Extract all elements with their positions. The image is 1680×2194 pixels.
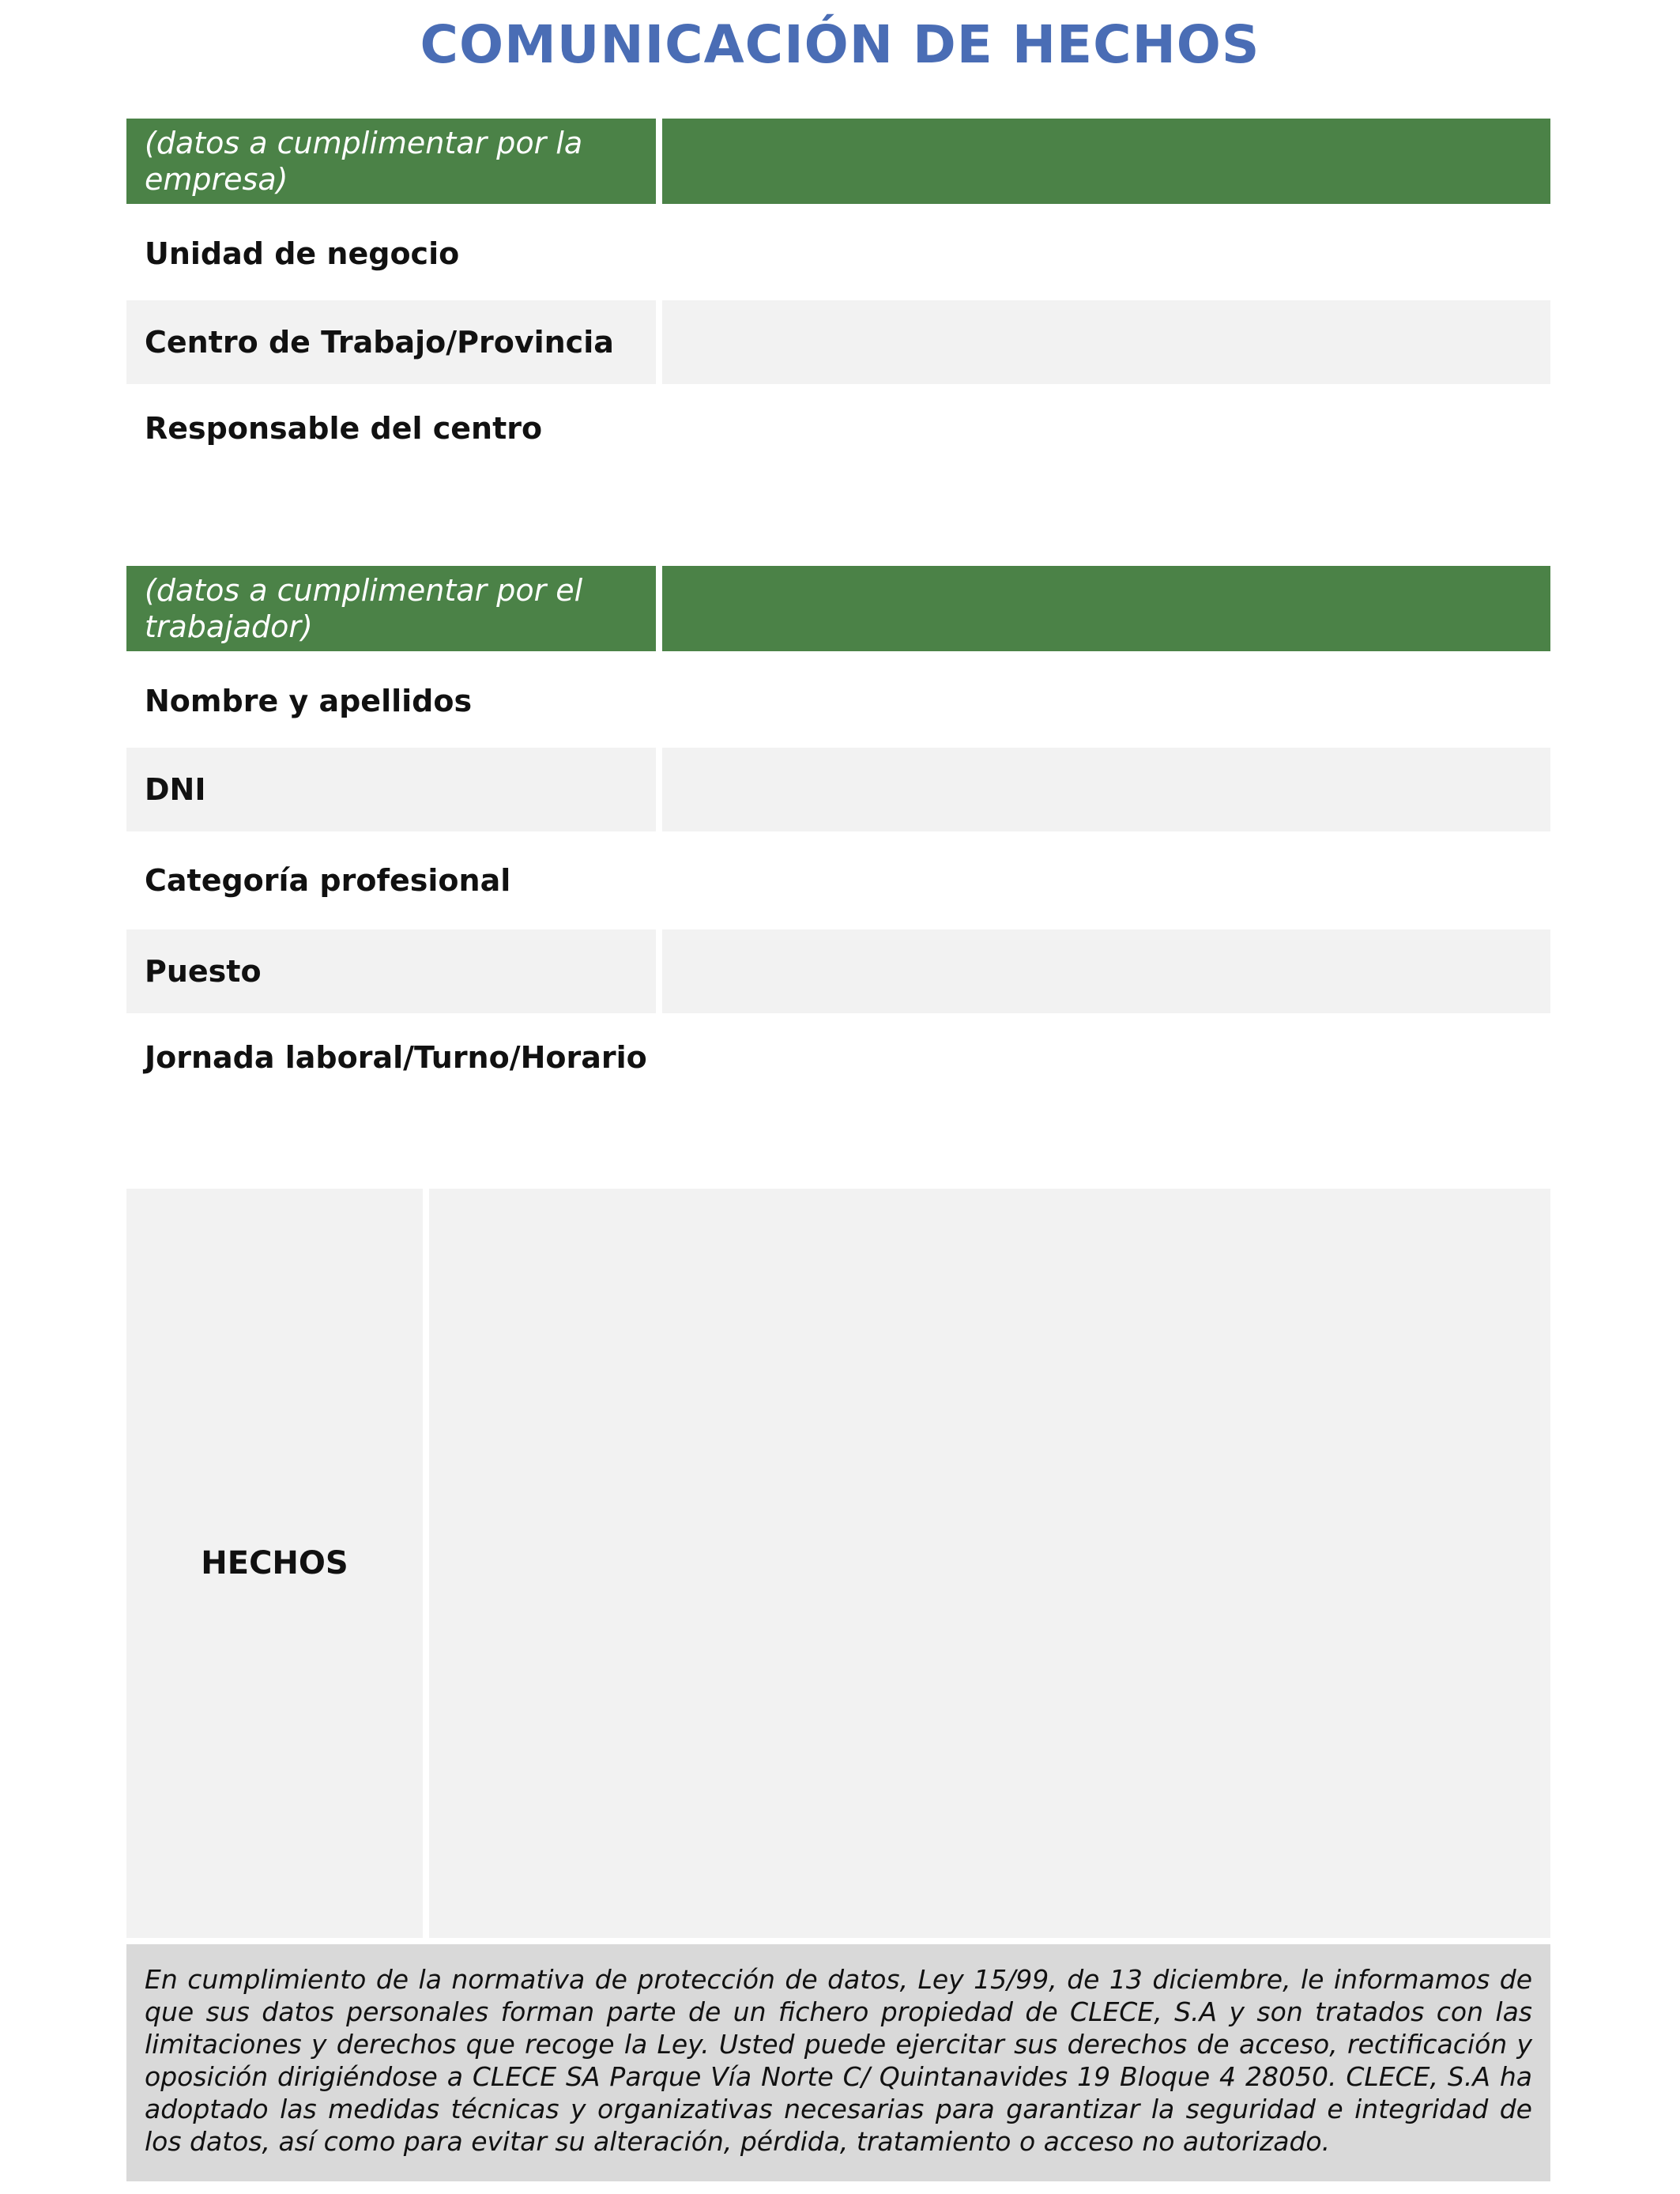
form-row-unidad-negocio xyxy=(126,210,1550,297)
centro-trabajo-field[interactable] xyxy=(662,300,1550,384)
field-label: Responsable del centro xyxy=(145,411,543,446)
field-label: Centro de Trabajo/Provincia xyxy=(126,300,656,384)
field-label: Nombre y apellidos xyxy=(145,684,473,718)
form-row-nombre-apellidos xyxy=(126,658,1550,745)
puesto-field[interactable] xyxy=(662,929,1550,1013)
worker-section-header-label: (datos a cumplimentar por el trabajador) xyxy=(126,566,656,651)
company-section-header xyxy=(126,119,1550,204)
form-row-centro-trabajo xyxy=(126,300,1550,384)
hechos-label: HECHOS xyxy=(126,1189,423,1938)
jornada-laboral-field[interactable] xyxy=(662,1016,1550,1182)
field-label: Unidad de negocio xyxy=(145,236,460,271)
field-label: DNI xyxy=(126,748,656,831)
form-row-responsable-centro xyxy=(126,387,1550,561)
nombre-apellidos-field[interactable] xyxy=(662,658,1550,745)
form-row-puesto xyxy=(126,929,1550,1013)
form-row-categoria-profesional xyxy=(126,835,1550,926)
company-section-header-fill xyxy=(662,119,1550,204)
field-label: Puesto xyxy=(126,929,656,1013)
company-section-header-label: (datos a cumplimentar por la empresa) xyxy=(126,119,656,204)
unidad-negocio-field[interactable] xyxy=(662,210,1550,297)
dni-field[interactable] xyxy=(662,748,1550,831)
responsable-centro-field[interactable] xyxy=(662,387,1550,561)
field-label: Jornada laboral/Turno/Horario xyxy=(145,1040,647,1075)
form-row-dni xyxy=(126,748,1550,831)
hechos-section xyxy=(126,1189,1550,1938)
worker-section-header xyxy=(126,566,1550,651)
legal-notice: En cumplimiento de la normativa de protección de datos, Ley 15/99, de 13 diciembre, le informamos de que sus datos personales forman parte de un fichero propiedad de CLECE, S.A y son tratados con las limitaciones y derechos que recoge la Ley. Usted puede ejercitar sus derechos de acceso, rectificación y oposición dirigiéndose a CLECE SA Parque Vía Norte C/ Quintanavides 19 Bloque 4 28050. CLECE, S.A ha adoptado las medidas técnicas y organizativas necesarias para garantizar la seguridad e integridad de los datos, así como para evitar su alteración, pérdida, tratamiento o acceso no autorizado. xyxy=(126,1944,1550,2181)
page-title: COMUNICACIÓN DE HECHOS xyxy=(420,14,1260,75)
hechos-field[interactable] xyxy=(429,1189,1550,1938)
categoria-profesional-field[interactable] xyxy=(662,835,1550,926)
form-row-jornada-laboral xyxy=(126,1016,1550,1182)
worker-section-header-fill xyxy=(662,566,1550,651)
field-label: Categoría profesional xyxy=(145,863,511,898)
